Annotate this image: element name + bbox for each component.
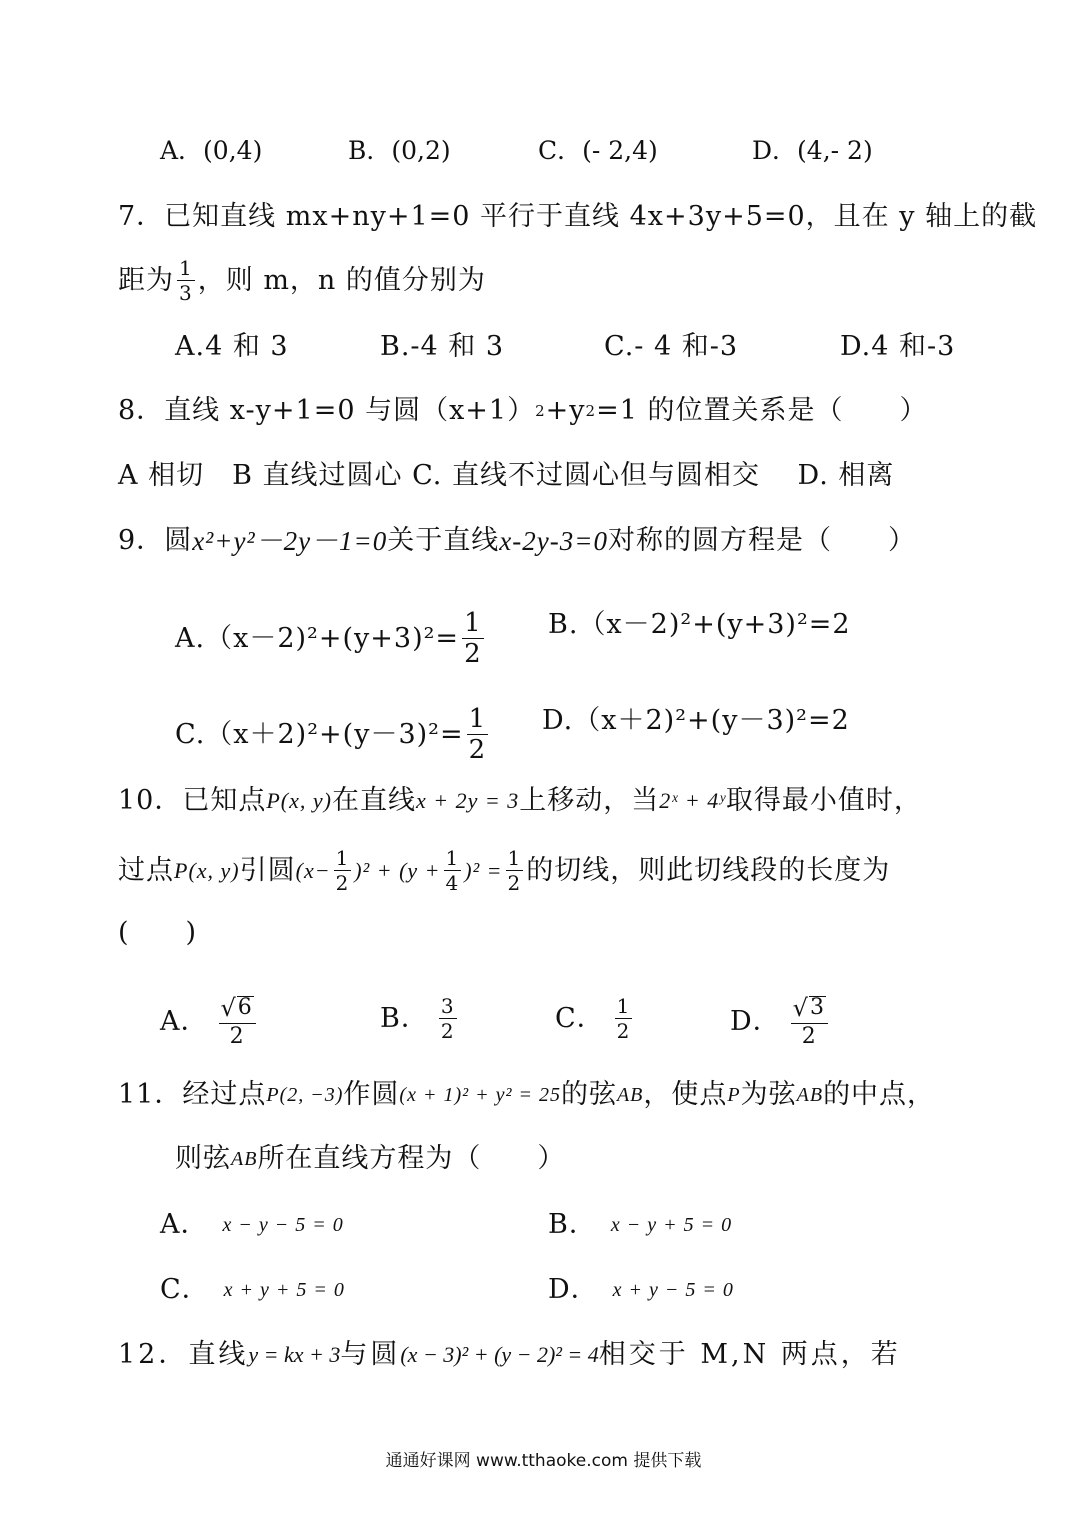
q10-circle-part: )² + (y + [354, 857, 441, 883]
q9-option-a [175, 610, 487, 667]
q11-option-d [548, 1275, 734, 1305]
option-equation: x − y + 5 = 0 [610, 1214, 733, 1236]
q11-chord: AB [796, 1084, 824, 1106]
fraction-denominator: 2 [468, 735, 487, 765]
fraction-numerator: 1 [507, 846, 522, 870]
q11-stem-text: 的中点， [823, 1079, 936, 1110]
q10-option-d [730, 996, 831, 1048]
q10-stem-text: 引圆 [239, 854, 296, 886]
q6-option-b: B．(0,2) [348, 136, 451, 165]
q8-stem-text: =1 的位置关系是（ ） [596, 395, 928, 426]
q9-stem [118, 526, 916, 556]
option-label: C． [160, 1274, 210, 1305]
q7-stem-text: 距为 [118, 264, 174, 296]
radical-sign: √ [792, 994, 809, 1022]
q9-line-equation: x-2y-3=0 [499, 526, 608, 556]
q9-option-b [548, 610, 851, 640]
option-label: A． [160, 1209, 209, 1240]
fraction-numerator: 3 [440, 994, 455, 1018]
q10-point: P(x, y) [266, 788, 332, 813]
radicand: 3 [809, 995, 825, 1020]
option-label: B. [548, 609, 579, 640]
option-equation: x + y + 5 = 0 [223, 1279, 345, 1301]
q10-option-c [555, 996, 635, 1041]
q6-option-d: D．(4,- 2) [752, 136, 873, 165]
q11-option-b [548, 1210, 732, 1240]
q11-option-a [160, 1210, 344, 1240]
option-equation: x − y − 5 = 0 [222, 1214, 344, 1236]
q6-option-c: C．(- 2,4) [538, 136, 658, 165]
option-fraction [439, 996, 457, 1041]
q11-point: P(2, −3) [266, 1084, 344, 1106]
option-label: D． [548, 1274, 599, 1305]
q11-circle-equation: (x + 1)² + y² = 25 [399, 1084, 561, 1106]
q10-stem-text: 在直线 [331, 785, 416, 816]
q9-stem-text: 关于直线 [387, 525, 500, 556]
option-label: C. [175, 718, 206, 750]
q10-fraction [334, 848, 352, 893]
option-fraction [615, 996, 633, 1041]
q9-stem-text: 圆 [164, 525, 193, 556]
q11-option-c [160, 1275, 345, 1305]
option-fraction [219, 996, 256, 1048]
fraction-denominator: 2 [440, 1019, 455, 1043]
q9-option-c [175, 706, 491, 763]
option-label: D． [730, 1006, 781, 1037]
q11-point-label: P [727, 1084, 741, 1106]
option-label: A． [160, 1006, 209, 1037]
option-equation: （x＋2)²+(y－3)²=2 [573, 705, 850, 736]
q9-option-d [542, 706, 850, 736]
option-label: B． [380, 1002, 429, 1034]
fraction-numerator: 1 [445, 846, 460, 870]
q12-stem [118, 1340, 901, 1370]
q9-stem-text: 对称的圆方程是（ ） [607, 525, 916, 556]
q12-stem-text: 与圆 [340, 1339, 401, 1370]
fraction-denominator: 2 [229, 1024, 245, 1049]
q7-fraction [177, 258, 195, 303]
q10-fraction [444, 848, 462, 893]
q10-line-equation: x + 2y = 3 [415, 788, 520, 813]
fraction-denominator: 2 [335, 871, 350, 895]
q12-stem-text: 相交于 M,N 两点，若 [598, 1339, 901, 1370]
q11-stem-text: 的弦 [560, 1079, 617, 1110]
q8-options: A 相切 B 直线过圆心 C. 直线不过圆心但与圆相交 D. 相离 [118, 460, 895, 491]
q10-stem-text: 过点 [118, 854, 174, 886]
q12-circle-equation: (x − 3)² + (y − 2)² = 4 [400, 1342, 599, 1367]
option-equation: （x－2)²+(y+3)²=2 [578, 609, 851, 640]
fraction-numerator [219, 996, 256, 1024]
q10-stem-text: 10．已知点 [118, 785, 267, 816]
q7-option-b: B.-4 和 3 [380, 331, 505, 362]
q7-option-c: C.- 4 和-3 [604, 331, 739, 362]
q12-line-equation: y = kx + 3 [248, 1342, 341, 1367]
q11-stem-line1 [118, 1080, 935, 1110]
q11-stem-text: 则弦 [175, 1143, 231, 1174]
q11-stem-text: 为弦 [740, 1079, 797, 1110]
question-number: 9． [118, 525, 165, 556]
q11-chord: AB [231, 1148, 258, 1170]
sqrt-symbol [793, 996, 826, 1020]
sqrt-symbol [221, 996, 254, 1020]
q10-stem-line1 [118, 786, 922, 816]
q11-stem-text: 11．经过点 [118, 1079, 267, 1110]
q11-stem-text: 所在直线方程为（ ） [257, 1143, 566, 1174]
page-footer: 通通好课网 www.tthaoke.com 提供下载 [385, 1451, 702, 1471]
option-fraction [791, 996, 828, 1048]
q10-fraction [506, 848, 524, 893]
fraction-numerator: 1 [616, 994, 631, 1018]
q6-option-a: A．(0,4) [160, 136, 263, 165]
q11-chord: AB [616, 1084, 644, 1106]
q12-stem-text: 12．直线 [118, 1339, 249, 1370]
q10-point: P(x, y) [174, 857, 240, 883]
q10-circle-part: (x− [295, 857, 331, 883]
fraction-numerator: 1 [335, 846, 350, 870]
fraction-denominator: 2 [464, 639, 482, 669]
fraction-numerator: 1 [179, 256, 193, 280]
q7-stem-text: ，则 m，n 的值分别为 [197, 264, 486, 296]
option-label: D. [542, 705, 574, 736]
q7-stem-line1: 7．已知直线 mx+ny+1=0 平行于直线 4x+3y+5=0，且在 y 轴上的截 [118, 201, 1038, 232]
q11-stem-line2 [175, 1144, 565, 1174]
q9-circle-equation: x²+y²－2y－1=0 [192, 526, 388, 556]
option-fraction [462, 610, 484, 667]
fraction-denominator: 2 [507, 871, 522, 895]
radical-sign: √ [220, 994, 237, 1022]
option-equation: x + y − 5 = 0 [612, 1279, 734, 1301]
radicand: 6 [237, 995, 253, 1020]
q8-stem: 8．直线 x-y+1=0 与圆（x+1） 2 +y 2 =1 的位置关系是（ ） [118, 395, 928, 426]
fraction-denominator: 4 [445, 871, 460, 895]
fraction-numerator: 1 [468, 704, 487, 734]
q7-option-d: D.4 和-3 [840, 331, 956, 362]
q7-option-a: A.4 和 3 [175, 331, 289, 362]
fraction-denominator: 3 [179, 281, 193, 305]
option-label: B． [548, 1209, 597, 1240]
fraction-numerator: 1 [464, 608, 482, 638]
q10-stem-line2 [118, 848, 890, 893]
q10-option-a [160, 996, 259, 1048]
fraction-denominator: 2 [616, 1019, 631, 1043]
option-equation: （x＋2)²+(y－3)²= [205, 718, 464, 750]
fraction-numerator [791, 996, 828, 1024]
option-label: A. [175, 622, 206, 654]
q10-stem-text: 的切线，则此切线段的长度为 [526, 854, 891, 886]
q8-stem-text: 8．直线 x-y+1=0 与圆（x+1） [118, 395, 536, 426]
q10-stem-text: 上移动，当 [519, 785, 660, 816]
option-equation: （x－2)²+(y+3)²= [205, 622, 460, 654]
q8-stem-text: +y [545, 395, 586, 426]
q10-expression: 2ˣ + 4ʸ [659, 788, 726, 813]
q10-circle-part: )² = [464, 857, 503, 883]
fraction-denominator: 2 [801, 1024, 817, 1049]
q7-stem-line2 [118, 258, 486, 303]
option-label: C． [555, 1002, 605, 1034]
q11-stem-text: ，使点 [643, 1079, 728, 1110]
q10-stem-text: 取得最小值时， [725, 785, 922, 816]
q11-stem-text: 作圆 [343, 1079, 400, 1110]
option-fraction [467, 706, 489, 763]
q10-option-b [380, 996, 460, 1041]
q10-answer-parens: ( ) [118, 917, 198, 948]
